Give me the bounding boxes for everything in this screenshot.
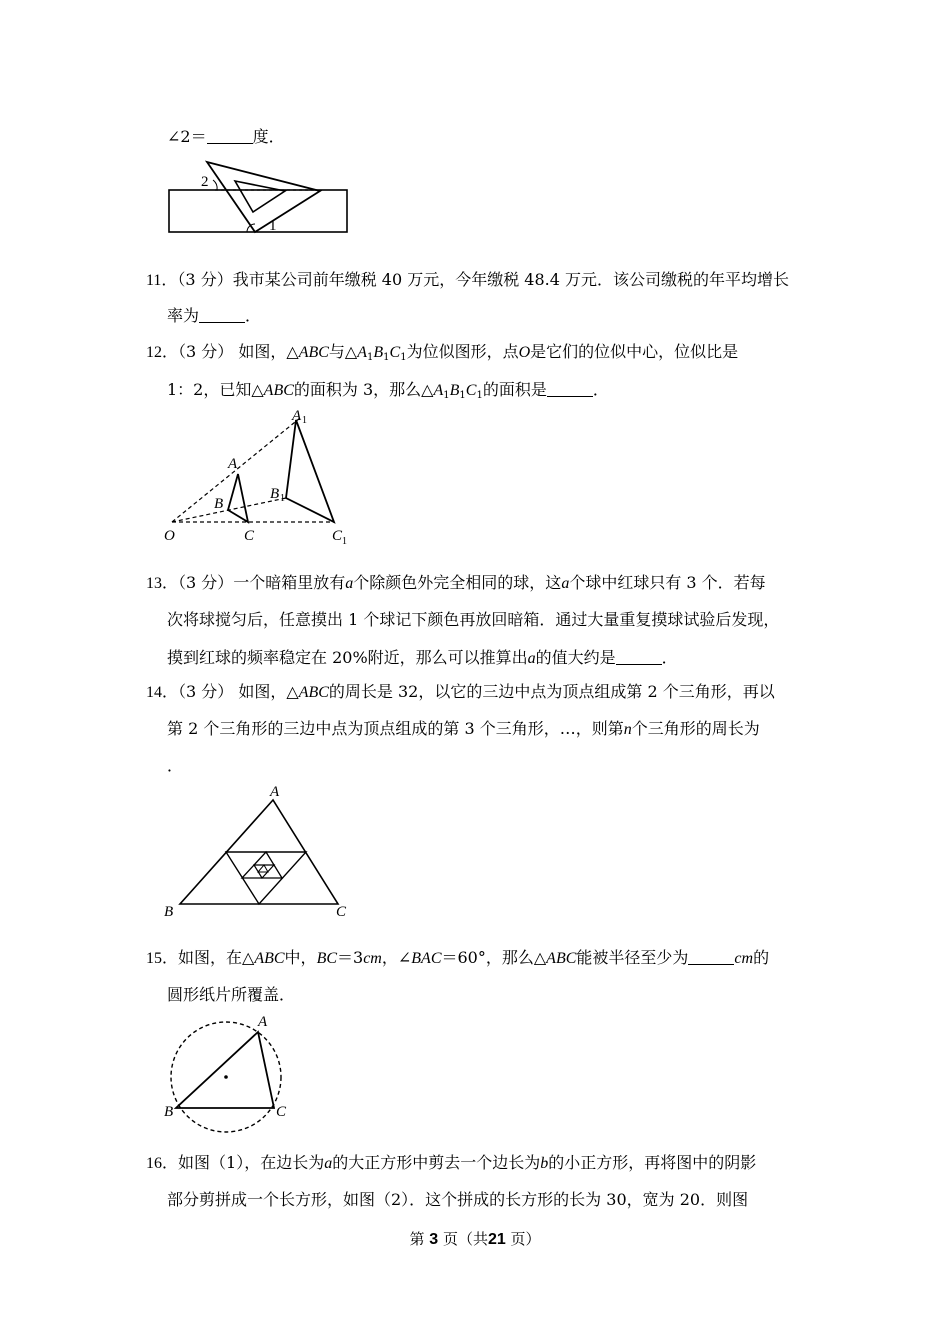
q13-number: 13． [146, 575, 179, 592]
answer-blank [207, 127, 253, 144]
q12-label-b: B [214, 496, 224, 512]
q13-period: ． [661, 648, 678, 667]
q14-label-c: C [336, 904, 347, 920]
q11-text2: 率为 [167, 306, 200, 325]
q11-line1 [146, 270, 789, 291]
q15-figure [160, 1012, 300, 1136]
point-o: O [518, 344, 531, 361]
q12-period: ． [592, 380, 609, 399]
q14-text: 的周长是 32，以它的三边中点为顶点组成第 2 个三角形，再以 [328, 682, 775, 701]
total-pages: 21 [487, 1231, 506, 1248]
q14-number: 14． [146, 684, 179, 701]
q12-text: 是它们的位似中心，位似比是 [530, 342, 739, 361]
vertex-b1: B [449, 382, 460, 399]
q16-line1 [146, 1153, 756, 1174]
q12-text: 1：2，已知△ [167, 380, 264, 399]
q12-label-b1: B [270, 486, 280, 502]
q15-label-b: B [164, 1104, 174, 1120]
q14-line1 [146, 682, 775, 703]
q14-text: （3 分） 如图，△ [178, 682, 299, 701]
triangle-abc: ABC [254, 950, 285, 967]
q12-label-a: A [228, 456, 238, 472]
q12-line1 [146, 342, 738, 363]
q10-angle-label: ∠2＝ [167, 127, 207, 146]
q10-label-1: 1 [269, 218, 277, 234]
answer-blank [616, 648, 662, 665]
answer-blank [199, 306, 245, 323]
subscript: 1 [383, 352, 390, 363]
subscript: 1 [443, 390, 450, 401]
variable-a: a [345, 575, 354, 592]
q12-label-c1-sub: 1 [342, 536, 347, 547]
unit-cm: cm [734, 950, 754, 967]
q11-period: ． [245, 306, 262, 325]
q16-text: 如图（1），在边长为 [178, 1153, 325, 1172]
vertex-a1: A [357, 344, 367, 361]
subscript: 1 [400, 352, 407, 363]
q14-line3 [167, 756, 183, 776]
q13-text: 的值大约是 [535, 648, 616, 667]
q12-text: （3 分） 如图，△ [178, 342, 299, 361]
page-footer [0, 1228, 950, 1249]
q15-text: 能被半径至少为 [576, 948, 689, 967]
q13-line2 [167, 610, 779, 630]
q13-text: 摸到红球的频率稳定在 20%附近，那么可以推算出 [167, 648, 528, 667]
angle-bac: BAC [411, 950, 442, 967]
q11-text: （3 分）我市某公司前年缴税 40 万元，今年缴税 48.4 万元．该公司缴税的年平均增长 [177, 270, 790, 289]
q10-unit: 度． [252, 127, 285, 146]
q15-label-c: C [276, 1104, 287, 1120]
q13-line1 [146, 573, 766, 594]
q12-text: 为位似图形，点 [406, 342, 519, 361]
q16-text: 部分剪拼成一个长方形，如图（2）．这个拼成的长方形的长为 30，宽为 20．则图 [167, 1190, 749, 1209]
q13-text: 次将球搅匀后，任意摸出 1 个球记下颜色再放回暗箱．通过大量重复摸球试验后发现， [167, 610, 780, 629]
vertex-a1: A [433, 382, 444, 399]
triangle-abc: ABC [263, 382, 294, 399]
variable-n: n [623, 721, 632, 738]
vertex-c1: C [465, 382, 477, 399]
q10-label-2: 2 [201, 174, 209, 190]
q12-number: 12． [146, 344, 179, 361]
q12-label-a1-sub: 1 [302, 415, 307, 426]
unit-cm: cm [363, 950, 382, 967]
segment-bc: BC [316, 950, 338, 967]
q10-answer-line [167, 127, 285, 147]
variable-b: b [540, 1155, 549, 1172]
q12-figure [158, 406, 358, 548]
q13-line3 [167, 648, 678, 669]
q13-text: 个球中红球只有 3 个．若每 [569, 573, 766, 592]
vertex-c1: C [389, 344, 401, 361]
q11-number: 11． [146, 272, 178, 289]
q12-label-b1-sub: 1 [280, 493, 285, 504]
answer-blank [688, 948, 734, 965]
q13-text: 个除颜色外完全相同的球，这 [353, 573, 562, 592]
q15-label-a: A [258, 1014, 268, 1030]
q11-line2 [167, 306, 261, 326]
footer-text: 页） [510, 1230, 541, 1248]
vertex-b1: B [373, 344, 384, 361]
q12-text: 的面积为 3，那么△ [293, 380, 434, 399]
footer-text: 第 [409, 1230, 425, 1248]
q15-line2 [167, 985, 295, 1005]
center-dot [224, 1075, 228, 1079]
q12-label-o: O [164, 528, 175, 544]
triangle-abc: ABC [298, 344, 329, 361]
q14-label-b: B [164, 904, 174, 920]
q15-text: 的 [753, 948, 770, 967]
q16-text: 的大正方形中剪去一个边长为 [332, 1153, 541, 1172]
page-number: 3 [429, 1231, 439, 1248]
q10-figure [165, 158, 355, 236]
q15-text: 中， [284, 948, 317, 967]
q13-text: （3 分）一个暗箱里放有 [178, 573, 346, 592]
subscript: 1 [459, 390, 466, 401]
subscript: 1 [476, 390, 483, 401]
q14-figure [160, 782, 356, 922]
q12-label-c1: C [332, 528, 343, 544]
q15-text: ，∠ [381, 948, 412, 967]
footer-text: 页（共 [442, 1230, 488, 1248]
q14-text: 第 2 个三角形的三边中点为顶点组成的第 3 个三角形，…，则第 [167, 719, 624, 738]
q15-text: ＝60°，那么△ [441, 948, 547, 967]
q12-text: 的面积是 [482, 380, 547, 399]
q14-period: ． [167, 756, 184, 775]
q12-label-a1: A [292, 408, 302, 424]
q14-line2 [167, 719, 760, 740]
q15-text: ＝3 [337, 948, 364, 967]
subscript: 1 [367, 352, 374, 363]
triangle-abc: ABC [298, 684, 329, 701]
q12-label-c: C [244, 528, 255, 544]
q14-text: 个三角形的周长为 [631, 719, 760, 738]
triangle-abc: ABC [546, 950, 577, 967]
q16-text: 的小正方形，再将图中的阴影 [548, 1153, 757, 1172]
variable-a: a [324, 1155, 333, 1172]
q15-text: 圆形纸片所覆盖． [167, 985, 296, 1004]
q16-line2 [167, 1190, 748, 1210]
variable-a: a [561, 575, 570, 592]
q12-line2 [167, 380, 609, 401]
q15-number: 15． [146, 950, 179, 967]
q14-label-a: A [270, 784, 280, 800]
q12-text: 与△ [328, 342, 358, 361]
q16-number: 16． [146, 1155, 179, 1172]
answer-blank [547, 380, 593, 397]
q15-line1 [146, 948, 769, 969]
q15-text: 如图，在△ [178, 948, 255, 967]
variable-a: a [527, 650, 536, 667]
